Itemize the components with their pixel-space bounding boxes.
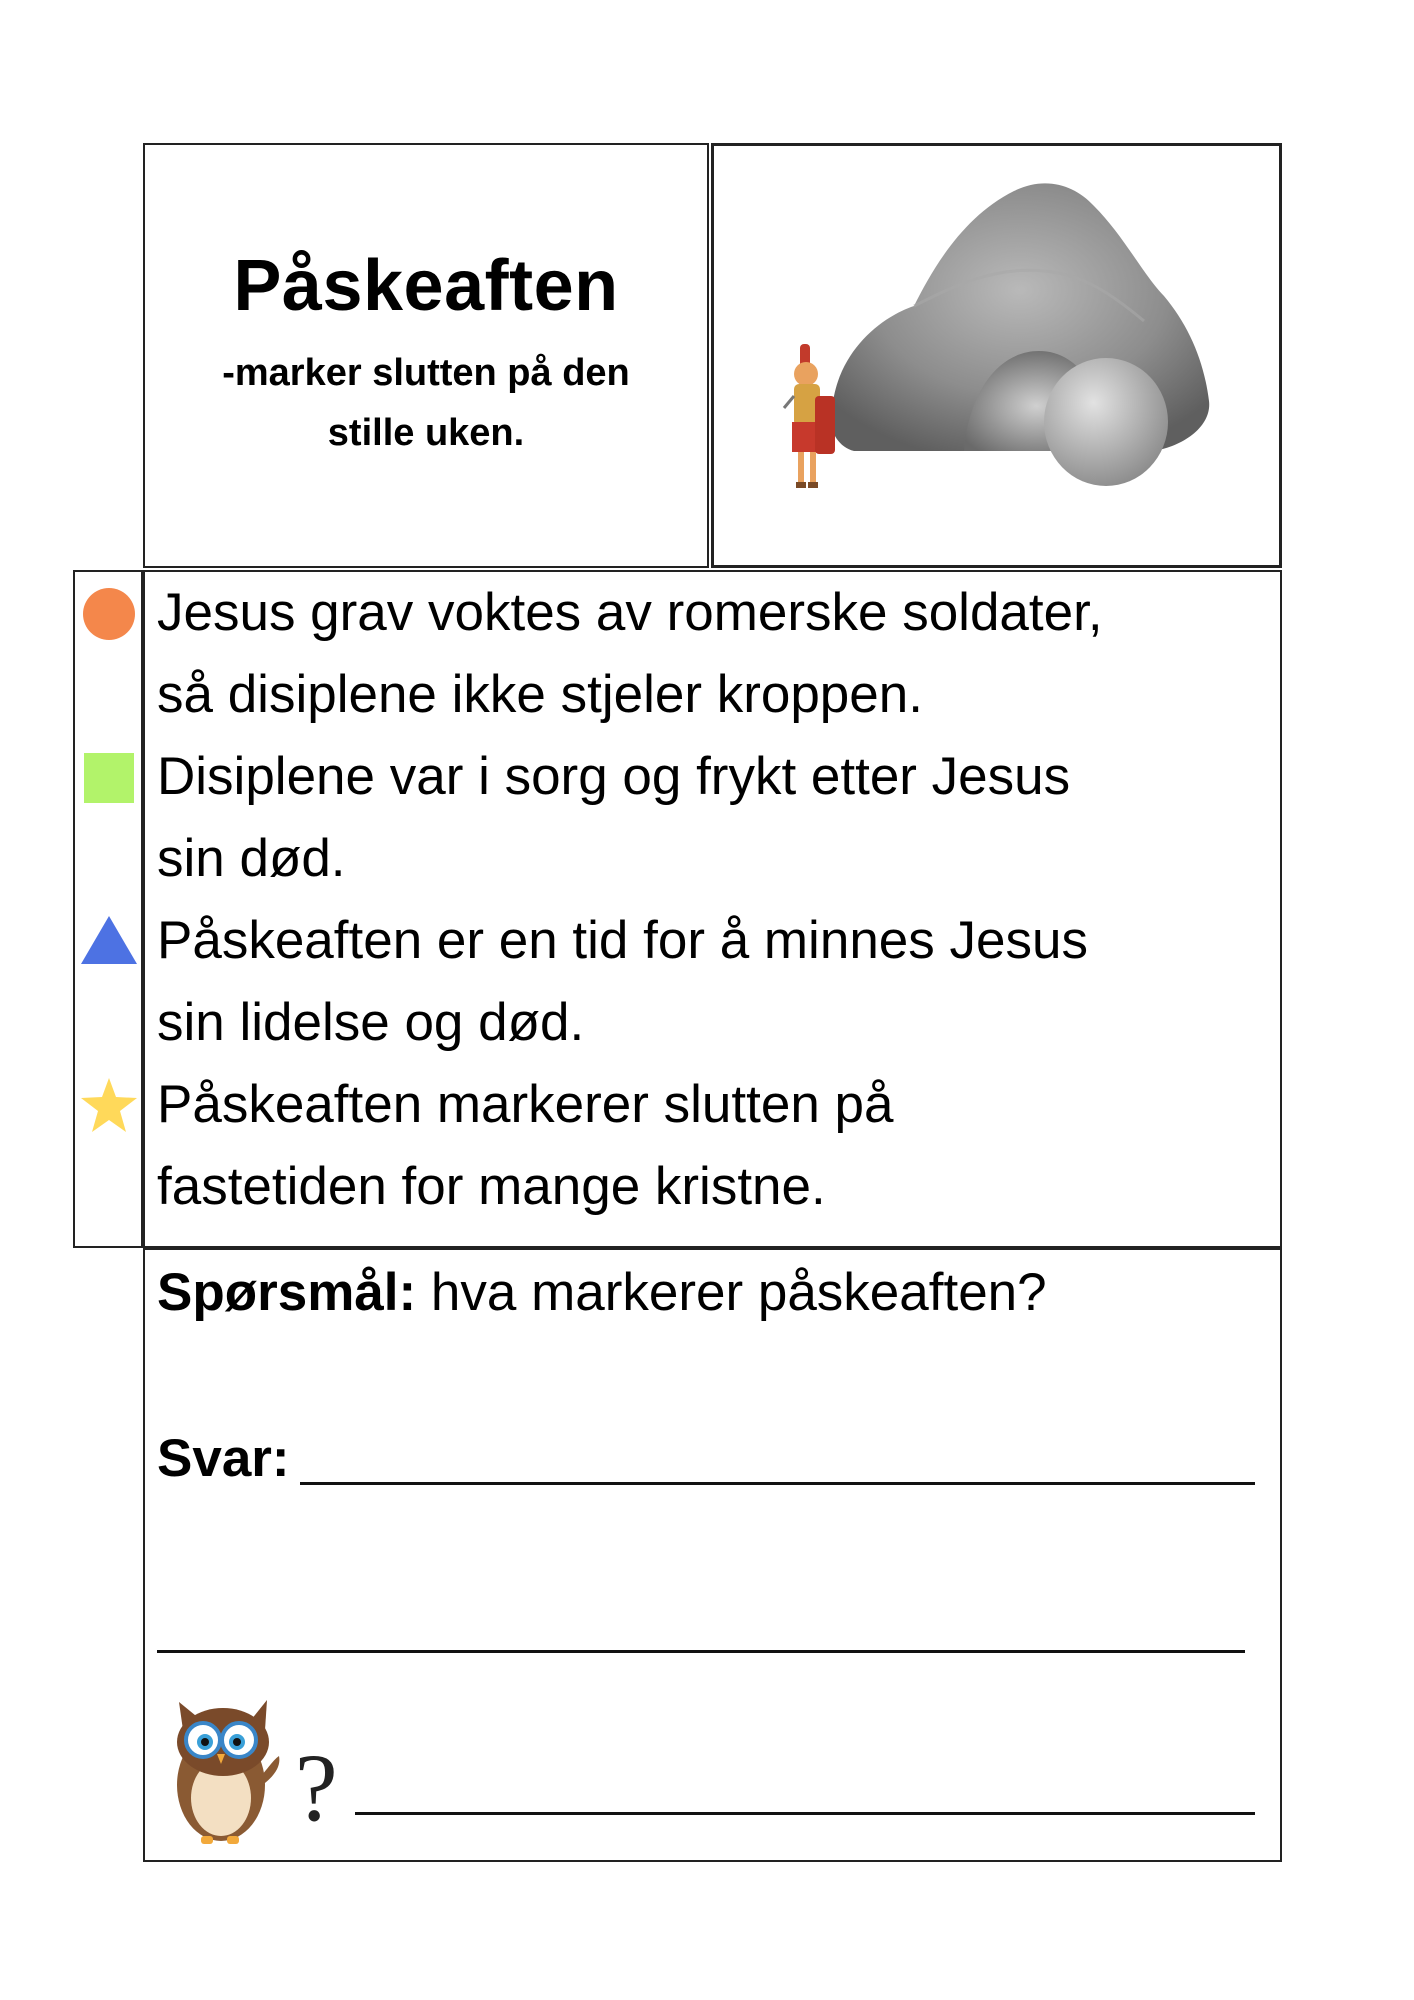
fact-2-line-1: Disiplene var i sorg og frykt etter Jesus <box>157 747 1071 806</box>
answer-line-2[interactable] <box>157 1650 1245 1653</box>
fact-1-line-1: Jesus grav voktes av romerske soldater, <box>157 583 1103 642</box>
fact-4 <box>157 1064 1270 1228</box>
question-panel <box>143 1248 1282 1862</box>
tomb-illustration <box>714 146 1279 565</box>
question-line <box>157 1262 1047 1324</box>
fact-3-line-2: sin lidelse og død. <box>157 993 585 1052</box>
soldier-icon <box>784 344 835 488</box>
fact-2 <box>157 736 1270 900</box>
fact-1 <box>157 572 1270 736</box>
question-label: Spørsmål: <box>157 1263 417 1322</box>
orange-circle-icon <box>81 586 137 642</box>
orange-circle-shape <box>83 588 135 640</box>
title-panel <box>143 143 709 568</box>
subtitle <box>185 343 667 463</box>
fact-1-line-2: så disiplene ikke stjeler kroppen. <box>157 665 923 724</box>
stone-icon <box>1044 358 1168 486</box>
subtitle-line-1: -marker slutten på den <box>222 352 630 394</box>
owl-question-mark: ? <box>295 1734 338 1841</box>
illustration-panel <box>711 143 1282 568</box>
answer-line-1[interactable] <box>300 1482 1255 1485</box>
question-text: hva markerer påskeaften? <box>416 1263 1047 1322</box>
fact-3-line-1: Påskeaften er en tid for å minnes Jesus <box>157 911 1088 970</box>
owl-icon <box>161 1690 291 1850</box>
blue-triangle-shape <box>81 916 137 964</box>
facts-panel <box>143 570 1282 1248</box>
answer-label: Svar: <box>157 1429 290 1488</box>
yellow-star-shape <box>81 1078 137 1132</box>
answer-line-3[interactable] <box>355 1812 1255 1815</box>
green-square-shape <box>84 753 134 803</box>
icon-column <box>73 570 143 1248</box>
subtitle-line-2: stille uken. <box>327 412 525 454</box>
page-title: Påskeaften <box>233 246 619 326</box>
fact-4-line-2: fastetiden for mange kristne. <box>157 1157 826 1216</box>
fact-4-line-1: Påskeaften markerer slutten på <box>157 1075 894 1134</box>
fact-3 <box>157 900 1270 1064</box>
green-square-icon <box>83 752 135 804</box>
yellow-star-icon <box>79 1076 139 1134</box>
fact-2-line-2: sin død. <box>157 829 346 888</box>
blue-triangle-icon <box>79 914 139 966</box>
